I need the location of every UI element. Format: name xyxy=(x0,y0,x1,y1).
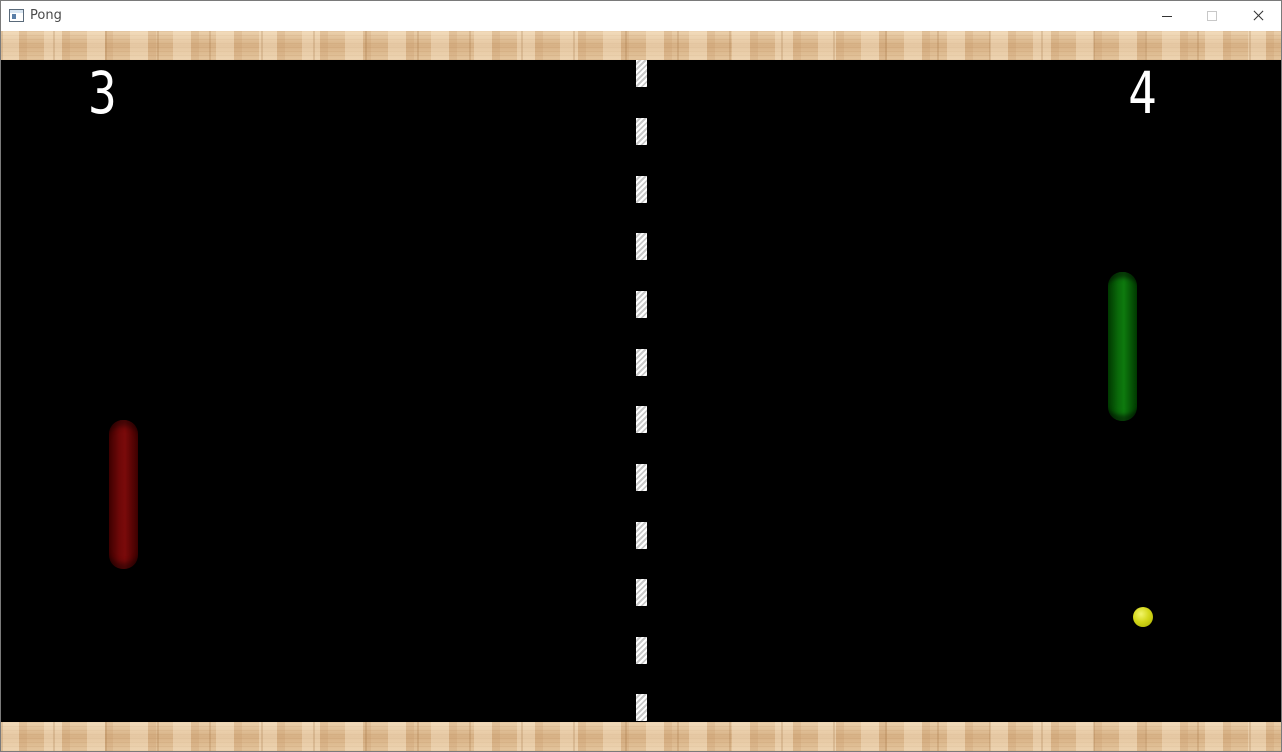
net-segment xyxy=(636,406,647,433)
right-paddle xyxy=(1108,272,1137,421)
net-segment xyxy=(636,233,647,260)
left-paddle xyxy=(109,420,138,569)
net-segment xyxy=(636,176,647,203)
net-segment xyxy=(636,522,647,549)
net-segment xyxy=(636,118,647,145)
net-segment xyxy=(636,694,647,721)
right-player-score: 4 xyxy=(1128,59,1157,127)
net-segment xyxy=(636,464,647,491)
net-segment xyxy=(636,637,647,664)
net-segment xyxy=(636,291,647,318)
net-segment xyxy=(636,60,647,87)
left-player-score: 3 xyxy=(88,59,117,127)
game-court xyxy=(1,60,1281,722)
tennis-ball xyxy=(1133,607,1153,627)
app-icon xyxy=(9,9,24,22)
window-title: Pong xyxy=(30,8,62,23)
close-button[interactable] xyxy=(1235,1,1280,31)
net-segment xyxy=(636,349,647,376)
top-wall xyxy=(1,31,1281,60)
title-bar[interactable] xyxy=(1,1,1281,31)
net-segment xyxy=(636,579,647,606)
minimize-button[interactable] xyxy=(1144,1,1189,31)
bottom-wall xyxy=(1,722,1281,751)
maximize-button[interactable] xyxy=(1189,1,1234,31)
